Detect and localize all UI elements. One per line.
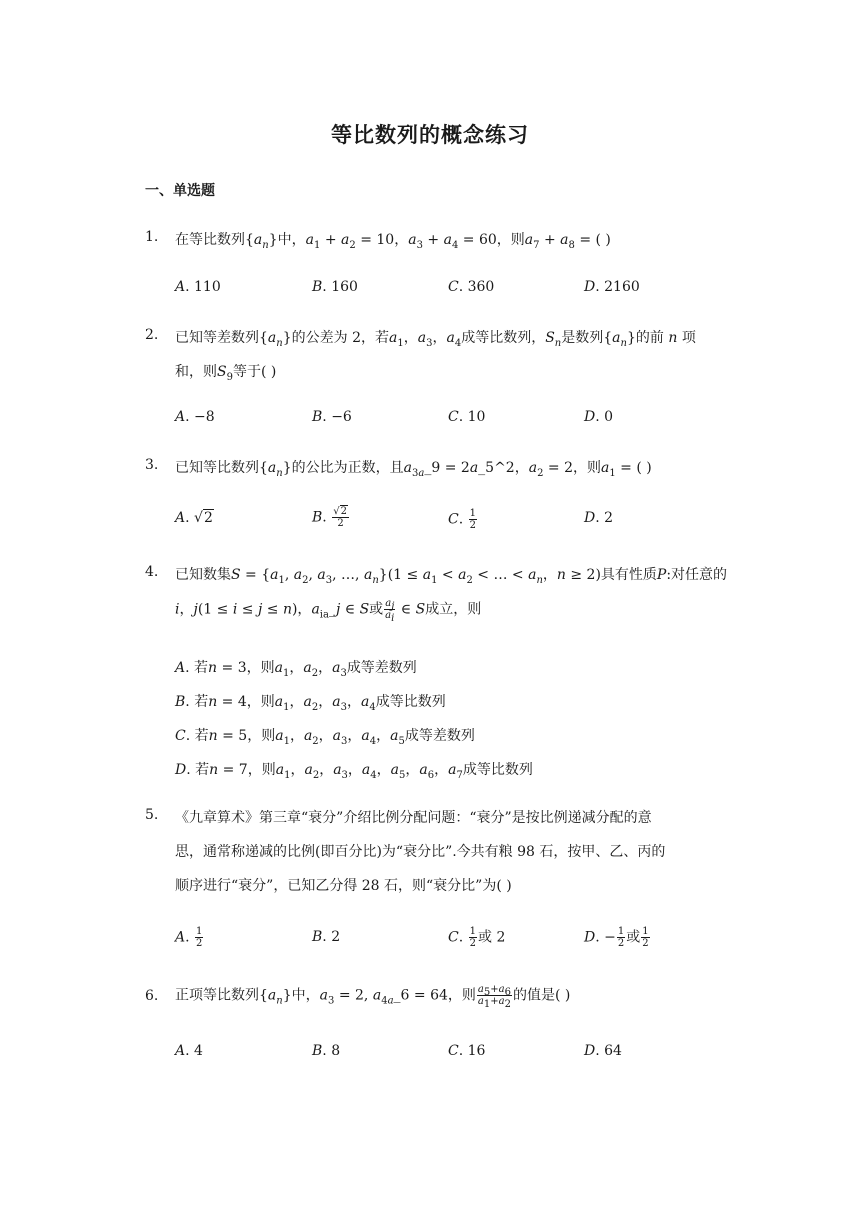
option-a[interactable]: A. −8 bbox=[175, 409, 215, 425]
question-stem: 已知等比数列$\{a_n\}$的公比为正数，且$a_{3a}\_9$ = 2a_5^2，$a_2 = 2$，则$a_1$ = ( ) bbox=[175, 460, 652, 479]
option-c[interactable]: C. $\frac{1}{2}$ 或 2 bbox=[448, 926, 506, 949]
option-c[interactable]: C. $\frac{1}{2}$ bbox=[448, 508, 476, 531]
question-stem: 和，则$S_9$等于( ) bbox=[175, 364, 277, 383]
question-stem: 《九章算术》第三章“衰分”介绍比例分配问题：“衰分”是按比例递减分配的意 bbox=[175, 810, 652, 826]
option-a[interactable]: A. 110 bbox=[175, 279, 221, 295]
option-a[interactable]: A. 若n = 3，则$a_1$，$a_2$，$a_3$成等差数列 bbox=[175, 660, 417, 679]
page-title: 等比数列的概念练习 bbox=[331, 123, 529, 147]
option-d[interactable]: D. 2 bbox=[584, 510, 614, 526]
question-stem: 思，通常称递减的比例(即百分比)为“衰分比”.今共有粮 98 石，按甲、乙、丙的 bbox=[175, 844, 666, 860]
option-d[interactable]: D. − $\frac{1}{2}$ 或 $\frac{1}{2}$ bbox=[584, 926, 649, 949]
option-d[interactable]: D. 2160 bbox=[584, 279, 640, 295]
question-stem: 已知数集$S = \{a_1$, $a_2$, $a_3$, …, $a_n\}(1 \le a_1 < a_2$ < … < $a_n$，n ≥ 2)具有性质P:对任意的 bbox=[175, 567, 728, 586]
option-d[interactable]: D. 64 bbox=[584, 1043, 622, 1059]
question-stem: 正项等比数列$\{a_n\}$中，$a_3 = 2$, $a_{4a}\_6 = 64$，则 $\frac{a_5+a_6}{a_1+a_2}$ 的值是( ) bbox=[175, 984, 571, 1010]
question-number: 1. bbox=[145, 229, 159, 245]
option-b[interactable]: B. 160 bbox=[312, 279, 358, 295]
option-b[interactable]: B. 2 bbox=[312, 929, 341, 945]
option-d[interactable]: D. 若n = 7，则$a_1$，$a_2$，$a_3$，$a_4$，$a_5$，$a_6$，$a_7$成等比数列 bbox=[175, 762, 533, 781]
option-b[interactable]: B. $\frac{√2}{2}$ bbox=[312, 506, 347, 529]
option-b[interactable]: B. 若n = 4，则$a_1$，$a_2$，$a_3$，$a_4$成等比数列 bbox=[175, 694, 446, 713]
option-b[interactable]: B. 8 bbox=[312, 1043, 341, 1059]
section-heading: 一、单选题 bbox=[145, 183, 215, 199]
question-number: 6. bbox=[145, 988, 159, 1004]
option-c[interactable]: C. 若n = 5，则$a_1$，$a_2$，$a_3$，$a_4$，$a_5$成等差数列 bbox=[175, 728, 475, 747]
question-number: 4. bbox=[145, 564, 159, 580]
question-stem: i，j(1 ≤ i ≤ j ≤ n)，$a_{ia}\_j$ ∈ S或 $\frac{a_j}{a_i}$ ∈ S成立，则 bbox=[175, 598, 482, 624]
option-a[interactable]: A. √2 bbox=[175, 510, 213, 526]
option-b[interactable]: B. −6 bbox=[312, 409, 352, 425]
option-c[interactable]: C. 10 bbox=[448, 409, 486, 425]
option-a[interactable]: A. $\frac{1}{2}$ bbox=[175, 926, 203, 949]
option-d[interactable]: D. 0 bbox=[584, 409, 614, 425]
question-stem: 在等比数列$\{a_n\}$中，$a_1 + a_2 = 10$，$a_3 + a_4 = 60$，则$a_7 + a_8$ = ( ) bbox=[175, 232, 611, 251]
question-stem: 顺序进行“衰分”，已知乙分得 28 石，则“衰分比”为( ) bbox=[175, 878, 512, 894]
option-c[interactable]: C. 360 bbox=[448, 279, 495, 295]
question-number: 5. bbox=[145, 807, 159, 823]
option-c[interactable]: C. 16 bbox=[448, 1043, 486, 1059]
question-number: 2. bbox=[145, 327, 159, 343]
question-stem: 已知等差数列$\{a_n\}$的公差为 2，若$a_1$，$a_3$，$a_4$成等比数列，$S_n$是数列$\{a_n\}$的前 n 项 bbox=[175, 330, 696, 349]
option-a[interactable]: A. 4 bbox=[175, 1043, 203, 1059]
question-number: 3. bbox=[145, 457, 159, 473]
